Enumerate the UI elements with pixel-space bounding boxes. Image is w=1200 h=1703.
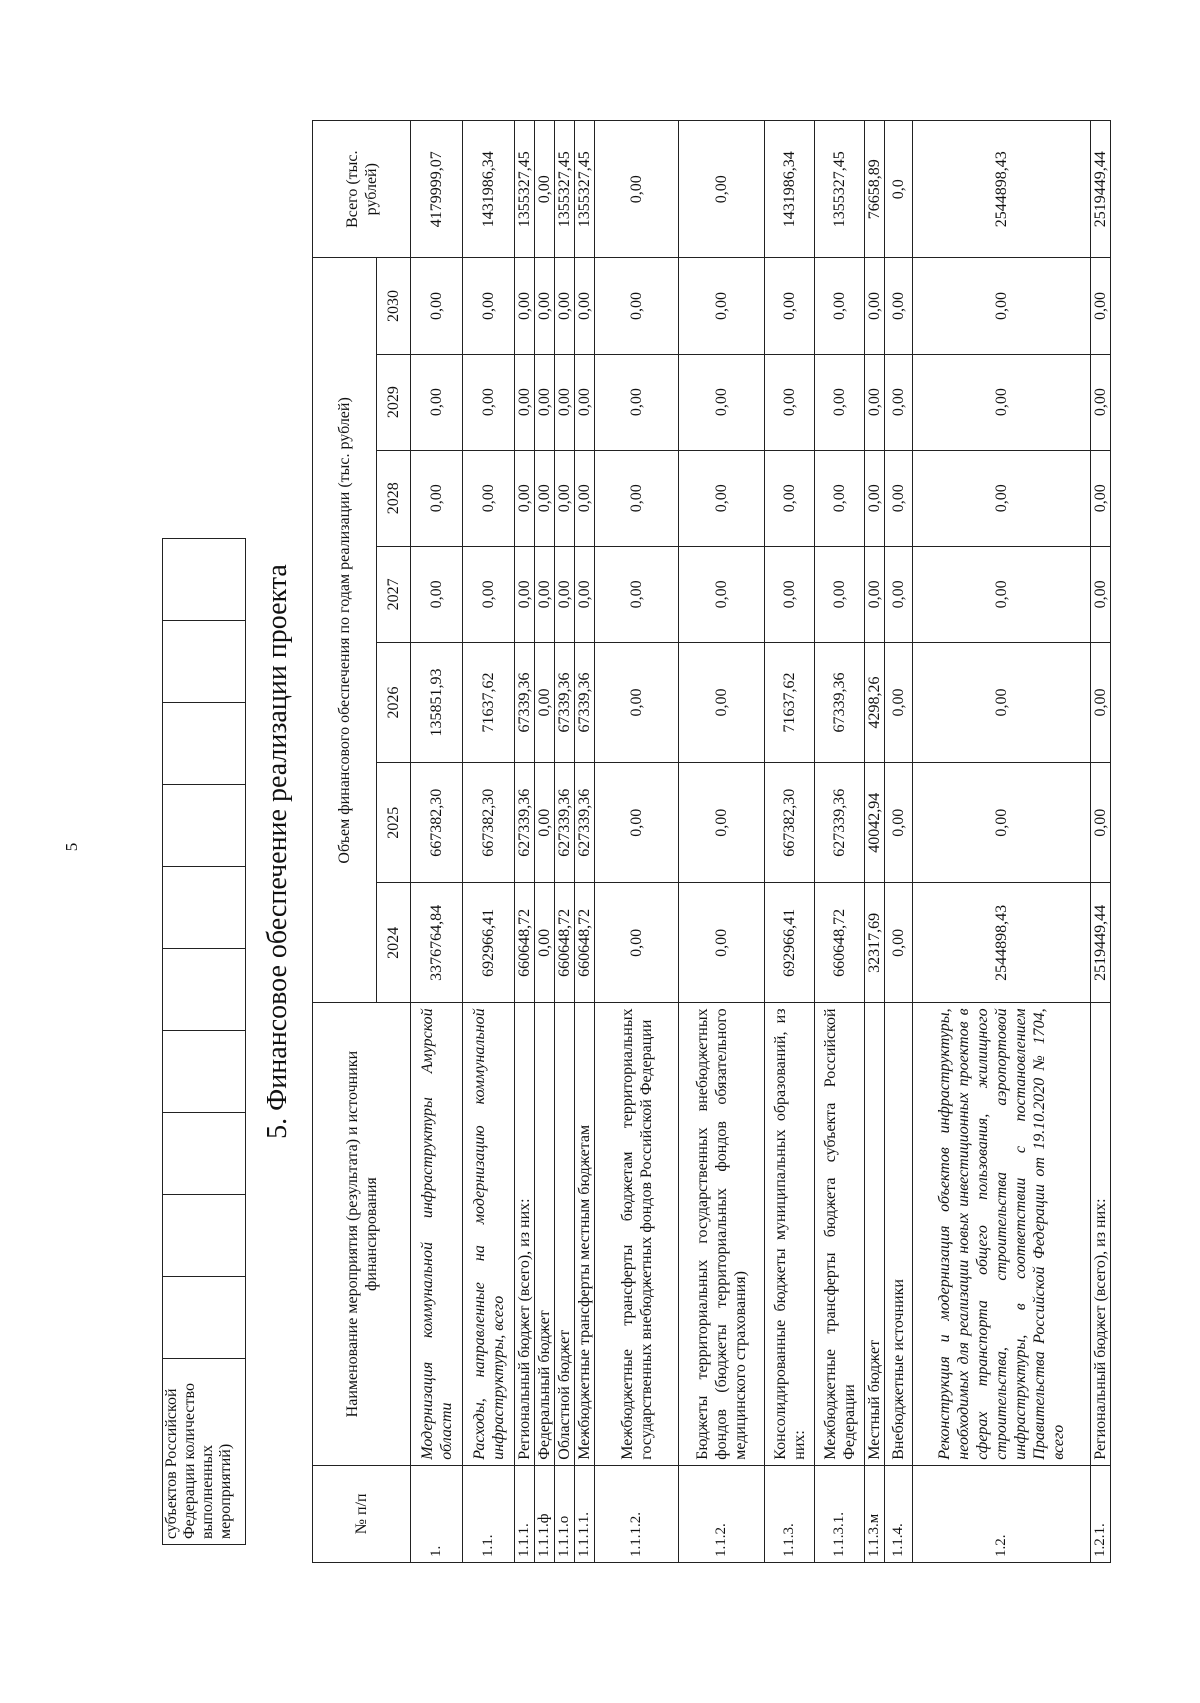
row-name: Внебюджетные источники [885, 1003, 913, 1465]
row-value: 0,00 [535, 763, 555, 883]
row-value: 0,00 [1091, 763, 1111, 883]
row-value: 0,00 [535, 354, 555, 450]
row-value: 692966,41 [765, 883, 815, 1003]
header-years-group: Объем финансового обеспечения по годам реализации (тыс. рублей) [313, 258, 377, 1003]
row-value: 0,00 [679, 546, 765, 642]
row-value: 0,00 [535, 450, 555, 546]
row-value: 0,00 [575, 354, 595, 450]
row-value: 0,00 [765, 258, 815, 354]
previous-table-cell [163, 621, 246, 703]
row-value: 0,00 [679, 642, 765, 762]
header-year: 2029 [377, 354, 411, 450]
row-value: 660648,72 [815, 883, 865, 1003]
row-value: 667382,30 [411, 763, 463, 883]
row-value: 0,00 [1091, 450, 1111, 546]
row-value: 660648,72 [575, 883, 595, 1003]
row-value: 627339,36 [815, 763, 865, 883]
row-total: 76658,89 [865, 121, 885, 258]
header-year: 2027 [377, 546, 411, 642]
row-total: 1355327,45 [515, 121, 535, 258]
row-name: Местный бюджет [865, 1003, 885, 1465]
row-value: 0,00 [865, 546, 885, 642]
row-value: 0,00 [575, 258, 595, 354]
previous-table-first-cell: субъектов Российской Федерации количество выполненных мероприятий) [163, 1359, 246, 1545]
row-value: 0,00 [555, 354, 575, 450]
row-value: 0,00 [555, 450, 575, 546]
header-year: 2025 [377, 763, 411, 883]
row-value: 4298,26 [865, 642, 885, 762]
row-name: Бюджеты территориальных государственных внебюджетных фондов (бюджеты территориальных фондов обязательного медицинского страхования) [679, 1003, 765, 1465]
row-value: 0,00 [463, 258, 515, 354]
row-value: 0,00 [865, 354, 885, 450]
row-code: 1.1.1. [515, 1465, 535, 1562]
previous-table-cell [163, 785, 246, 867]
row-value: 135851,93 [411, 642, 463, 762]
row-value: 67339,36 [815, 642, 865, 762]
previous-table-cell [163, 867, 246, 949]
row-total: 4179999,07 [411, 121, 463, 258]
previous-table-cell [163, 949, 246, 1031]
row-name: Межбюджетные трансферты бюджета субъекта Российской Федерации [815, 1003, 865, 1465]
row-value: 0,00 [865, 258, 885, 354]
row-value: 0,00 [1091, 258, 1111, 354]
row-total: 2544898,43 [913, 121, 1091, 258]
row-value: 0,00 [679, 763, 765, 883]
table-row [765, 121, 815, 1563]
row-value: 0,00 [411, 546, 463, 642]
row-code: 1. [411, 1465, 463, 1562]
row-code: 1.2.1. [1091, 1465, 1111, 1562]
row-value: 2519449,44 [1091, 883, 1111, 1003]
table-row [411, 121, 463, 1563]
row-value: 0,00 [679, 354, 765, 450]
row-name: Консолидированные бюджеты муниципальных образований, из них: [765, 1003, 815, 1465]
table-row [815, 121, 865, 1563]
row-code: 1.1.3.м [865, 1465, 885, 1562]
row-value: 0,00 [535, 546, 555, 642]
row-name: Федеральный бюджет [535, 1003, 555, 1465]
row-code: 1.2. [913, 1465, 1091, 1562]
row-value: 0,00 [555, 258, 575, 354]
table-row [535, 121, 555, 1563]
row-value: 0,00 [885, 642, 913, 762]
row-value: 0,00 [595, 354, 679, 450]
row-value: 40042,94 [865, 763, 885, 883]
row-name: Областной бюджет [555, 1003, 575, 1465]
row-value: 0,00 [885, 450, 913, 546]
section-title: 5. Финансовое обеспечение реализации проекта [262, 564, 293, 1139]
row-name: Межбюджетные трансферты местным бюджетам [575, 1003, 595, 1465]
table-row [679, 121, 765, 1563]
row-code: 1.1.2. [679, 1465, 765, 1562]
row-value: 0,00 [575, 546, 595, 642]
row-value: 0,00 [1091, 642, 1111, 762]
row-value: 660648,72 [555, 883, 575, 1003]
row-value: 0,00 [913, 546, 1091, 642]
previous-table-fragment [162, 538, 246, 1545]
row-name: Региональный бюджет (всего), из них: [515, 1003, 535, 1465]
row-value: 667382,30 [765, 763, 815, 883]
table-row [1091, 121, 1111, 1563]
row-value: 0,00 [679, 883, 765, 1003]
row-total: 0,00 [535, 121, 555, 258]
header-year: 2030 [377, 258, 411, 354]
row-value: 0,00 [595, 763, 679, 883]
row-value: 0,00 [815, 546, 865, 642]
row-name: Модернизация коммунальной инфраструктуры Амурской области [411, 1003, 463, 1465]
row-value: 0,00 [515, 354, 535, 450]
row-value: 0,00 [555, 546, 575, 642]
row-value: 627339,36 [515, 763, 535, 883]
row-total: 1355327,45 [575, 121, 595, 258]
row-value: 32317,69 [865, 883, 885, 1003]
header-num: № п/п [313, 1465, 411, 1562]
previous-table-cell [163, 1113, 246, 1195]
table-row [885, 121, 913, 1563]
row-value: 71637,62 [463, 642, 515, 762]
row-total: 1355327,45 [555, 121, 575, 258]
row-code: 1.1.1.о [555, 1465, 575, 1562]
row-code: 1.1.1.2. [595, 1465, 679, 1562]
table-row [515, 121, 535, 1563]
row-value: 0,00 [815, 450, 865, 546]
row-value: 0,00 [595, 450, 679, 546]
row-total: 0,00 [595, 121, 679, 258]
row-total: 1431986,34 [765, 121, 815, 258]
row-total: 1355327,45 [815, 121, 865, 258]
financing-table [312, 120, 1111, 1563]
row-value: 0,00 [595, 546, 679, 642]
header-year: 2026 [377, 642, 411, 762]
table-header-row [313, 121, 377, 1563]
row-code: 1.1.4. [885, 1465, 913, 1562]
row-value: 0,00 [765, 546, 815, 642]
row-value: 627339,36 [575, 763, 595, 883]
previous-table-cell [163, 1031, 246, 1113]
row-value: 627339,36 [555, 763, 575, 883]
table-row [913, 121, 1091, 1563]
row-code: 1.1.1.ф [535, 1465, 555, 1562]
row-value: 0,00 [679, 450, 765, 546]
row-value: 3376764,84 [411, 883, 463, 1003]
row-value: 0,00 [515, 258, 535, 354]
table-row [555, 121, 575, 1563]
row-value: 0,00 [885, 354, 913, 450]
previous-table-cell [163, 539, 246, 621]
row-value: 660648,72 [515, 883, 535, 1003]
header-year: 2028 [377, 450, 411, 546]
row-total: 2519449,44 [1091, 121, 1111, 258]
row-value: 0,00 [865, 450, 885, 546]
row-value: 0,00 [913, 642, 1091, 762]
row-value: 0,00 [535, 642, 555, 762]
row-value: 0,00 [595, 642, 679, 762]
row-name: Реконструкция и модернизация объектов инфраструктуры, необходимых для реализации новых инвестиционных проектов в сферах транспорта общего пользования, жилищного строительства, строительства аэропортовой инфраструктуры, в соответствии с постановлением Правительства Российской Федерации от 19.10.2020 № 1704, всего [913, 1003, 1091, 1465]
row-value: 0,00 [913, 354, 1091, 450]
row-name: Расходы, направленные на модернизацию коммунальной инфраструктуры, всего [463, 1003, 515, 1465]
row-code: 1.1.3. [765, 1465, 815, 1562]
previous-table-cell [163, 1277, 246, 1359]
row-value: 0,00 [885, 258, 913, 354]
row-value: 0,00 [515, 450, 535, 546]
row-value: 0,00 [1091, 354, 1111, 450]
table-row [595, 121, 679, 1563]
row-value: 0,00 [575, 450, 595, 546]
row-total: 0,00 [679, 121, 765, 258]
row-name: Региональный бюджет (всего), из них: [1091, 1003, 1111, 1465]
row-code: 1.1.1.1. [575, 1465, 595, 1562]
row-value: 67339,36 [555, 642, 575, 762]
row-value: 0,00 [885, 546, 913, 642]
row-value: 0,00 [535, 883, 555, 1003]
row-value: 0,00 [463, 450, 515, 546]
previous-table-cell [163, 703, 246, 785]
row-total: 1431986,34 [463, 121, 515, 258]
row-value: 692966,41 [463, 883, 515, 1003]
row-value: 0,00 [1091, 546, 1111, 642]
row-value: 0,00 [535, 258, 555, 354]
table-row [463, 121, 515, 1563]
row-value: 2544898,43 [913, 883, 1091, 1003]
row-value: 0,00 [595, 258, 679, 354]
row-code: 1.1. [463, 1465, 515, 1562]
previous-table-row [163, 539, 246, 1545]
row-value: 0,00 [913, 763, 1091, 883]
row-code: 1.1.3.1. [815, 1465, 865, 1562]
row-value: 0,00 [815, 354, 865, 450]
row-value: 0,00 [885, 883, 913, 1003]
row-value: 0,00 [463, 354, 515, 450]
row-value: 0,00 [515, 546, 535, 642]
header-name: Наименование мероприятия (результата) и источники финансирования [313, 1003, 411, 1465]
row-value: 0,00 [411, 450, 463, 546]
row-value: 0,00 [411, 258, 463, 354]
row-name: Межбюджетные трансферты бюджетам территориальных государственных внебюджетных фондов Российской Федерации [595, 1003, 679, 1465]
table-row [575, 121, 595, 1563]
page-number: 5 [62, 842, 81, 852]
row-value: 0,00 [595, 883, 679, 1003]
row-value: 67339,36 [575, 642, 595, 762]
previous-table-cell [163, 1195, 246, 1277]
row-value: 71637,62 [765, 642, 815, 762]
row-value: 0,00 [765, 450, 815, 546]
row-value: 0,00 [765, 354, 815, 450]
header-total: Всего (тыс. рублей) [313, 121, 411, 258]
row-value: 0,00 [913, 450, 1091, 546]
row-value: 0,00 [913, 258, 1091, 354]
row-value: 0,00 [411, 354, 463, 450]
header-year: 2024 [377, 883, 411, 1003]
row-value: 667382,30 [463, 763, 515, 883]
row-value: 0,00 [463, 546, 515, 642]
table-row [865, 121, 885, 1563]
row-value: 67339,36 [515, 642, 535, 762]
row-value: 0,00 [885, 763, 913, 883]
row-value: 0,00 [815, 258, 865, 354]
row-value: 0,00 [679, 258, 765, 354]
row-total: 0,0 [885, 121, 913, 258]
